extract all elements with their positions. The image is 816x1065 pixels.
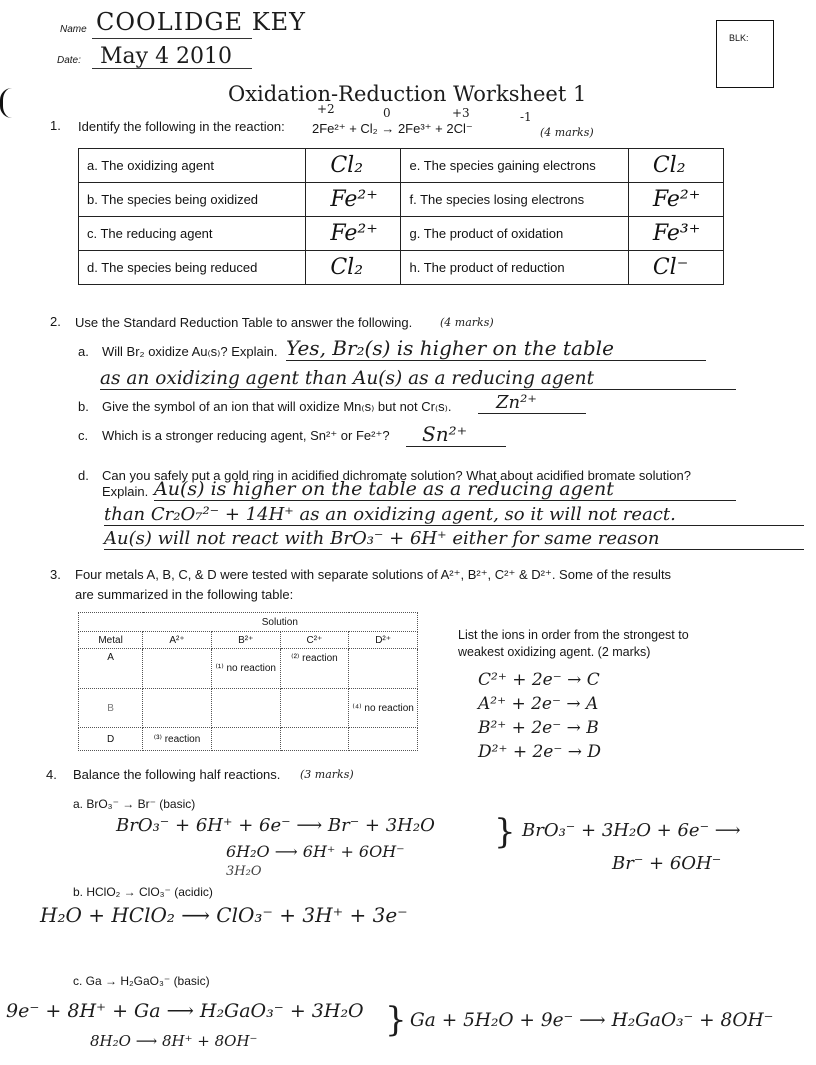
q1-answer-e: Cl₂	[628, 149, 723, 183]
q4-prompt: Balance the following half reactions.	[73, 767, 281, 782]
q1-ox-num-fe3: +3	[452, 106, 470, 120]
q2-prompt: Use the Standard Reduction Table to answer the following.	[75, 315, 413, 330]
q1-label-a: a. The oxidizing agent	[79, 149, 306, 183]
q1-marks: (4 marks)	[540, 126, 594, 139]
q2c-label: c.	[78, 428, 89, 443]
q1-ox-num-cl2: 0	[383, 106, 391, 120]
q3-header-a: A²⁺	[143, 632, 212, 649]
block-label: BLK:	[729, 33, 749, 43]
q3-header-c: C²⁺	[280, 632, 349, 649]
q3-answer-4: D²⁺ + 2e⁻ → D	[478, 742, 602, 762]
q2a-label: a.	[78, 344, 89, 359]
q3-cell	[280, 728, 349, 751]
table-row	[79, 689, 418, 728]
table-row	[79, 149, 724, 183]
q2b-answer: Zn²⁺	[478, 392, 586, 414]
q1-answer-a: Cl₂	[306, 149, 401, 183]
q1-table	[78, 148, 724, 285]
q4c-label: c. Ga → H₂GaO₃⁻ (basic)	[73, 974, 210, 988]
q3-cell: ⁽³⁾ reaction	[143, 728, 212, 751]
q1-answer-c: Fe²⁺	[306, 217, 401, 251]
name-underline	[92, 38, 252, 39]
q4c-work-line2: 8H₂O ⟶ 8H⁺ + 8OH⁻	[90, 1032, 258, 1050]
q4b-work: H₂O + HClO₂ ⟶ ClO₃⁻ + 3H⁺ + 3e⁻	[40, 903, 408, 927]
name-label: Name	[60, 24, 87, 35]
q4c-brace: }	[385, 1000, 407, 1040]
q1-label-e: e. The species gaining electrons	[401, 149, 628, 183]
q4a-label: a. BrO₃⁻ → Br⁻ (basic)	[73, 797, 196, 811]
q3-results-table	[78, 612, 418, 751]
q1-answer-g: Fe³⁺	[628, 217, 723, 251]
q3-cell	[349, 649, 418, 689]
date-value: May 4 2010	[100, 44, 233, 69]
q3-prompt-line2: are summarized in the following table:	[75, 587, 294, 602]
q1-label-c: c. The reducing agent	[79, 217, 306, 251]
q1-label-g: g. The product of oxidation	[401, 217, 628, 251]
q2d-answer-line1: Au(s) is higher on the table as a reducing agent	[154, 478, 736, 501]
q3-cell	[349, 728, 418, 751]
q3-row-metal: A	[79, 649, 143, 689]
table-row	[79, 251, 724, 285]
q3-answer-3: B²⁺ + 2e⁻ → B	[478, 718, 599, 738]
q2d-answer-line3: Au(s) will not react with BrO₃⁻ + 6H⁺ either for same reason	[104, 528, 804, 550]
q1-answer-f: Fe²⁺	[628, 183, 723, 217]
q3-prompt-line1: Four metals A, B, C, & D were tested with separate solutions of A²⁺, B²⁺, C²⁺ & D²⁺. Some of the results	[75, 567, 672, 582]
q2d-explain: Explain.	[102, 484, 149, 499]
binder-mark	[0, 88, 15, 118]
q1-ox-num-cl: -1	[520, 110, 532, 124]
q4c-work-line1: 9e⁻ + 8H⁺ + Ga ⟶ H₂GaO₃⁻ + 3H₂O	[6, 1000, 364, 1022]
q2d-question: Can you safely put a gold ring in acidified dichromate solution? What about acidified bromate solution?	[102, 468, 691, 483]
q3-cell	[280, 689, 349, 728]
q4c-final: Ga + 5H₂O + 9e⁻ ⟶ H₂GaO₃⁻ + 8OH⁻	[410, 1010, 774, 1031]
q3-number: 3.	[50, 567, 61, 582]
q3-cell	[211, 689, 280, 728]
q3-header-metal: Metal	[79, 632, 143, 649]
block-box	[716, 20, 774, 88]
q4b-label: b. HClO₂ → ClO₃⁻ (acidic)	[73, 885, 213, 899]
q2-number: 2.	[50, 314, 61, 329]
table-row	[79, 183, 724, 217]
table-row	[79, 649, 418, 689]
table-row	[79, 613, 418, 632]
q1-label-d: d. The species being reduced	[79, 251, 306, 285]
q4a-final-line2: Br⁻ + 6OH⁻	[612, 853, 722, 874]
q3-cell: ⁽⁴⁾ no reaction	[349, 689, 418, 728]
q1-prompt: Identify the following in the reaction:	[78, 119, 285, 134]
q1-answer-b: Fe²⁺	[306, 183, 401, 217]
q3-cell: ⁽¹⁾ no reaction	[211, 649, 280, 689]
q3-header-d: D²⁺	[349, 632, 418, 649]
q4a-work-line1: BrO₃⁻ + 6H⁺ + 6e⁻ ⟶ Br⁻ + 3H₂O	[116, 815, 435, 836]
q3-list-prompt-line1: List the ions in order from the strongest to	[458, 628, 689, 642]
q2b-label: b.	[78, 399, 89, 414]
q2a-answer-line1: Yes, Br₂(s) is higher on the table	[286, 336, 706, 361]
q1-label-f: f. The species losing electrons	[401, 183, 628, 217]
table-row	[79, 632, 418, 649]
q3-row-metal: B	[79, 689, 143, 728]
q3-cell	[211, 728, 280, 751]
table-row	[79, 728, 418, 751]
q3-table-corner	[79, 613, 143, 632]
page-title: Oxidation-Reduction Worksheet 1	[228, 82, 587, 106]
q1-answer-d: Cl₂	[306, 251, 401, 285]
q4-marks: (3 marks)	[300, 768, 354, 781]
q3-answer-1: C²⁺ + 2e⁻ → C	[478, 670, 600, 690]
date-label: Date:	[57, 55, 81, 66]
q3-solution-header: Solution	[143, 613, 418, 632]
q1-reaction: 2Fe²⁺ + Cl₂ → 2Fe³⁺ + 2Cl⁻	[312, 121, 473, 136]
q2-marks: (4 marks)	[440, 316, 494, 329]
q1-number: 1.	[50, 118, 61, 133]
q3-answer-2: A²⁺ + 2e⁻ → A	[478, 694, 599, 714]
date-underline	[92, 68, 252, 69]
table-row	[79, 217, 724, 251]
q2c-answer: Sn²⁺	[406, 422, 506, 447]
q2c-question: Which is a stronger reducing agent, Sn²⁺ or Fe²⁺?	[102, 428, 390, 443]
q2b-question: Give the symbol of an ion that will oxidize Mn₍s₎ but not Cr₍s₎.	[102, 399, 452, 414]
q4-number: 4.	[46, 767, 57, 782]
q3-cell: ⁽²⁾ reaction	[280, 649, 349, 689]
q3-list-prompt-line2: weakest oxidizing agent. (2 marks)	[458, 645, 651, 659]
q2d-answer-line2: than Cr₂O₇²⁻ + 14H⁺ as an oxidizing agent, so it will not react.	[104, 504, 804, 526]
q1-label-b: b. The species being oxidized	[79, 183, 306, 217]
q4a-work-line2: 6H₂O ⟶ 6H⁺ + 6OH⁻	[226, 842, 405, 861]
q4a-work-line3: 3H₂O	[226, 864, 262, 879]
q1-label-h: h. The product of reduction	[401, 251, 628, 285]
q2d-label: d.	[78, 468, 89, 483]
q1-answer-h: Cl⁻	[628, 251, 723, 285]
q3-header-b: B²⁺	[211, 632, 280, 649]
q2a-question: Will Br₂ oxidize Au₍s₎? Explain.	[102, 344, 278, 359]
q3-cell	[143, 689, 212, 728]
q4a-final-line1: BrO₃⁻ + 3H₂O + 6e⁻ ⟶	[522, 820, 741, 841]
q2a-answer-line2: as an oxidizing agent than Au(s) as a reducing agent	[100, 368, 736, 390]
name-value: COOLIDGE KEY	[96, 8, 306, 36]
q3-row-metal: D	[79, 728, 143, 751]
q4a-brace: }	[494, 812, 516, 852]
q3-cell	[143, 649, 212, 689]
q1-ox-num-fe: +2	[317, 102, 335, 116]
